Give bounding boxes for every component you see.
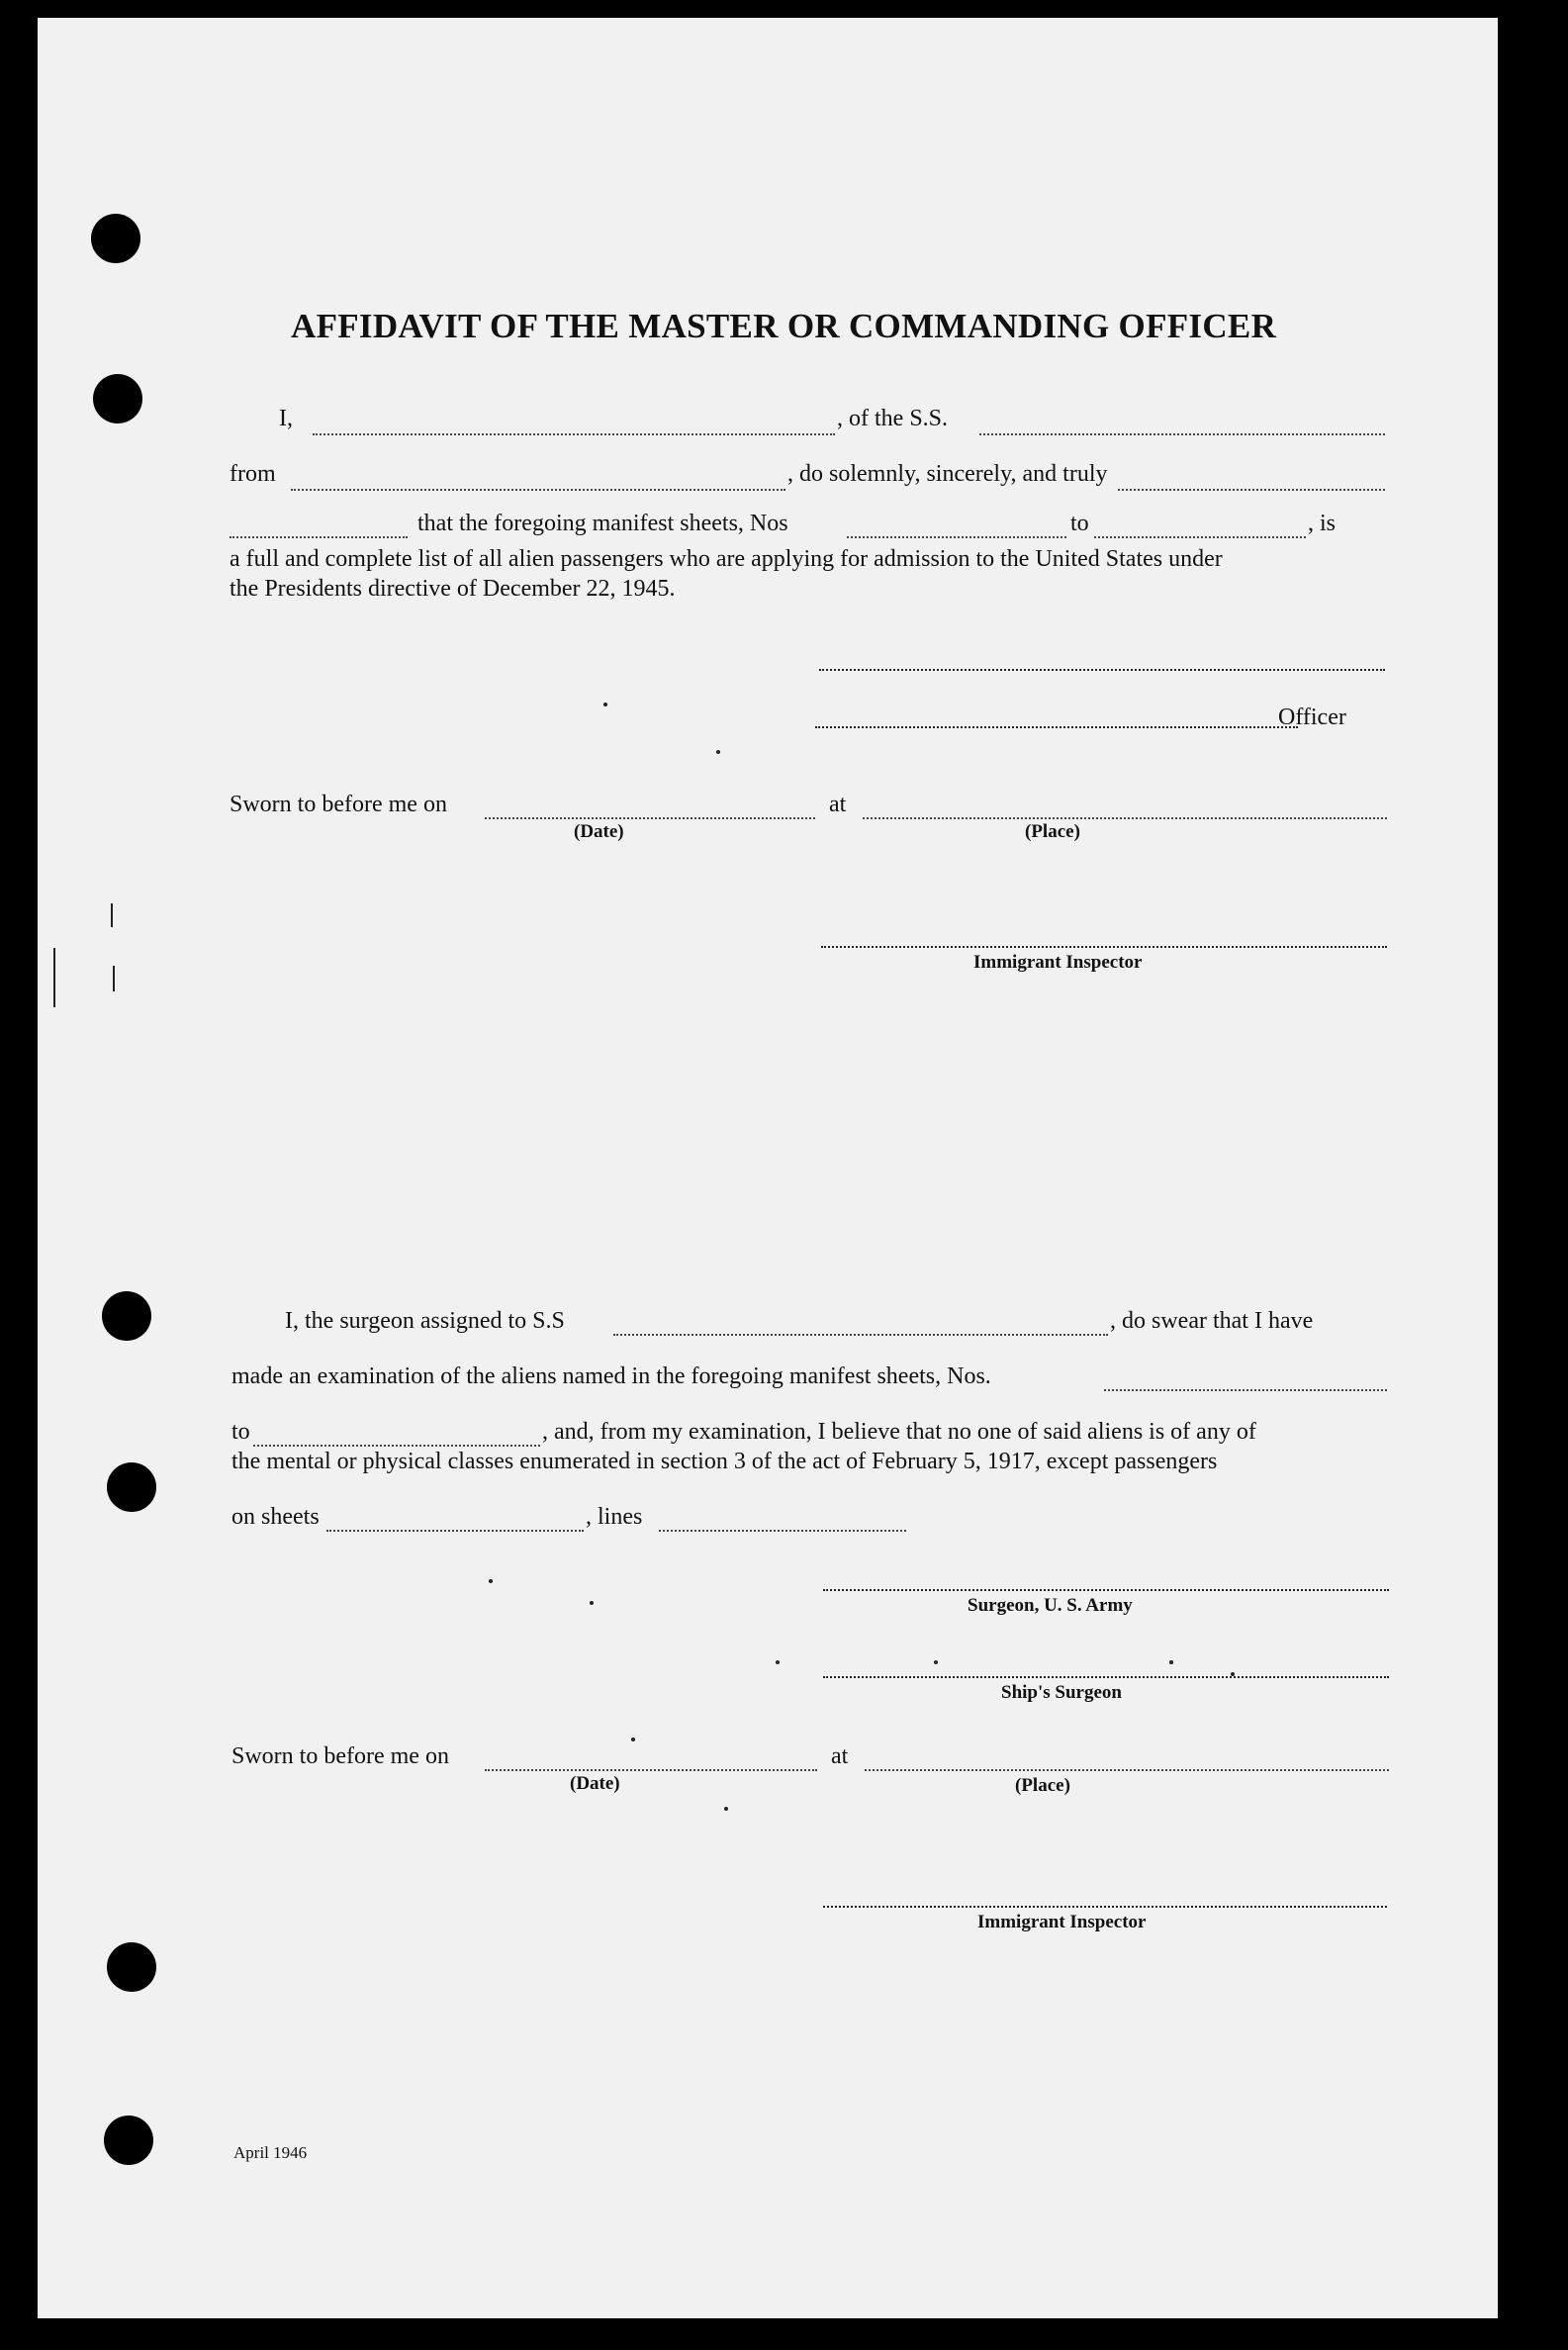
master-ship-field[interactable] <box>979 433 1385 435</box>
speck <box>1169 1660 1173 1664</box>
master-statement-l4: a full and complete list of all alien passengers who are applying for admission to the United States under <box>230 546 1223 572</box>
master-sworn-place-field[interactable] <box>863 817 1387 819</box>
surgeon-sworn: Sworn to before me on <box>231 1743 449 1769</box>
master-at: at <box>829 792 847 817</box>
master-date-caption: (Date) <box>574 821 624 842</box>
footer-date: April 1946 <box>233 2143 308 2162</box>
surgeon-to-field[interactable] <box>253 1445 540 1447</box>
master-statement-l5: the Presidents directive of December 22, 1945. <box>230 576 676 602</box>
master-sheets-from-field[interactable] <box>847 536 1066 538</box>
surgeon-place-caption: (Place) <box>1015 1775 1070 1796</box>
surgeon-inspector-line[interactable] <box>823 1906 1387 1908</box>
surgeon-classes: the mental or physical classes enumerated in section 3 of the act of February 5, 1917, except passengers <box>231 1449 1218 1474</box>
master-sworn: Sworn to before me on <box>230 792 447 817</box>
master-place-caption: (Place) <box>1025 821 1080 842</box>
speck <box>776 1660 780 1664</box>
pencil-mark <box>113 966 115 991</box>
speck <box>724 1807 728 1811</box>
surgeon-sworn-place-field[interactable] <box>865 1769 1389 1771</box>
master-i: I, <box>279 406 293 431</box>
master-inspector-line[interactable] <box>821 946 1387 948</box>
punch-hole <box>107 1942 156 1992</box>
speck <box>603 703 607 706</box>
scan-edge <box>1498 18 1533 2318</box>
master-from-field[interactable] <box>291 489 785 491</box>
master-solemnly: , do solemnly, sincerely, and truly <box>787 461 1108 487</box>
officer-signature-line-2[interactable] <box>815 726 1298 728</box>
surgeon-inspector-caption: Immigrant Inspector <box>977 1912 1147 1932</box>
master-is: , is <box>1308 511 1337 536</box>
speck <box>1231 1672 1235 1676</box>
surgeon-to: to <box>231 1419 250 1445</box>
surgeon-swear: , do swear that I have <box>1110 1308 1314 1334</box>
master-sheets-text: that the foregoing manifest sheets, Nos <box>417 511 788 536</box>
surgeon-at: at <box>831 1743 849 1769</box>
speck <box>716 750 720 754</box>
speck <box>631 1738 635 1741</box>
punch-hole <box>91 214 140 263</box>
pencil-mark <box>53 948 55 1007</box>
surgeon-lines-field[interactable] <box>659 1530 906 1532</box>
master-of-ss: , of the S.S. <box>837 406 949 431</box>
speck <box>934 1660 938 1664</box>
punch-hole <box>107 1462 156 1512</box>
master-name-field[interactable] <box>313 433 835 435</box>
punch-hole <box>102 1291 151 1341</box>
surgeon-date-caption: (Date) <box>570 1773 620 1794</box>
officer-signature-line-1[interactable] <box>819 669 1385 671</box>
surgeon-sheets-field[interactable] <box>326 1530 584 1532</box>
army-surgeon-caption: Surgeon, U. S. Army <box>968 1595 1133 1616</box>
master-oath-field[interactable] <box>1118 489 1385 491</box>
surgeon-on-sheets: on sheets <box>231 1504 320 1530</box>
surgeon-exam: made an examination of the aliens named in the foregoing manifest sheets, Nos. <box>231 1363 991 1389</box>
surgeon-sworn-date-field[interactable] <box>485 1769 817 1771</box>
master-inspector-caption: Immigrant Inspector <box>973 952 1143 973</box>
surgeon-i: I, the surgeon assigned to S.S <box>285 1308 565 1334</box>
officer-label: Officer <box>1278 705 1346 730</box>
surgeon-finding: , and, from my examination, I believe that no one of said aliens is of any of <box>542 1419 1256 1445</box>
ship-surgeon-caption: Ship's Surgeon <box>1001 1682 1122 1703</box>
surgeon-ship-field[interactable] <box>613 1334 1108 1336</box>
army-surgeon-signature-line[interactable] <box>823 1589 1389 1591</box>
master-sheets-to-field[interactable] <box>1094 536 1306 538</box>
master-from: from <box>230 461 276 487</box>
pencil-mark <box>111 903 113 927</box>
ship-surgeon-signature-line[interactable] <box>823 1676 1389 1678</box>
speck <box>590 1601 594 1605</box>
surgeon-lines: , lines <box>586 1504 643 1530</box>
punch-hole <box>93 374 142 423</box>
speck <box>489 1579 493 1583</box>
master-to: to <box>1070 511 1089 536</box>
master-sworn-date-field[interactable] <box>485 817 815 819</box>
form-page <box>38 18 1533 2318</box>
form-title: AFFIDAVIT OF THE MASTER OR COMMANDING OFFICER <box>291 307 1277 345</box>
master-oath-field-2[interactable] <box>230 536 408 538</box>
punch-hole <box>104 2115 153 2165</box>
surgeon-nos-field[interactable] <box>1104 1389 1387 1391</box>
